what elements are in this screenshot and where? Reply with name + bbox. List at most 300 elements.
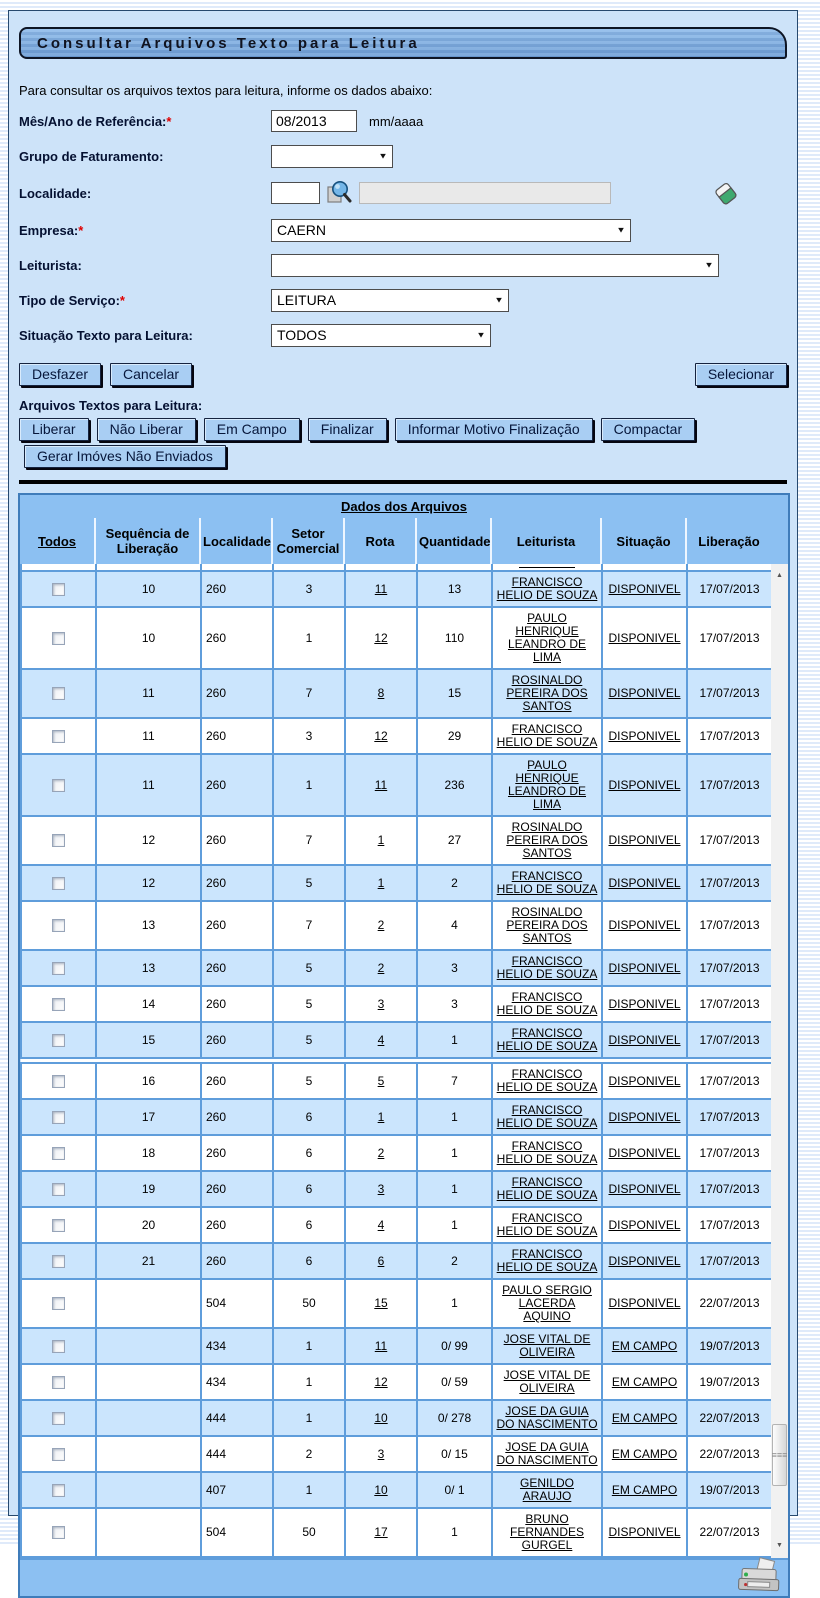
quantidade-cell: 2 (451, 875, 458, 890)
quantidade-cell: 0/ 59 (441, 1374, 468, 1389)
quantidade-cell: 27 (447, 833, 462, 847)
quantidade-cell: 0/ 15 (441, 1446, 468, 1461)
situacao-link[interactable]: DISPONIVEL (608, 1032, 681, 1047)
leiturista-link[interactable]: FRANCISCO HELIO DE SOUZA (496, 1211, 598, 1238)
setor-cell: 5 (305, 960, 313, 975)
situacao-link[interactable]: DISPONIVEL (608, 1217, 681, 1232)
setor-cell: 5 (305, 1032, 313, 1047)
row-checkbox[interactable] (52, 962, 65, 975)
sequencia-cell: 10 (141, 581, 156, 596)
header-situacao: Situação (601, 518, 686, 564)
sequencia-cell: 17 (141, 1109, 156, 1124)
situacao-link[interactable]: EM CAMPO (611, 1482, 678, 1497)
setor-cell: 6 (305, 1217, 313, 1232)
sequencia-cell: 11 (142, 686, 155, 700)
situacao-link[interactable]: EM CAMPO (611, 1338, 678, 1353)
setor-cell: 5 (305, 875, 313, 890)
row-checkbox[interactable] (52, 1255, 65, 1268)
rota-link[interactable]: 3 (377, 1181, 385, 1196)
mes-ano-format-hint: mm/aaaa (369, 113, 424, 129)
quantidade-cell: 1 (451, 1181, 458, 1196)
row-checkbox[interactable] (52, 1448, 65, 1461)
row-checkbox[interactable] (52, 1484, 65, 1497)
form-row-grupo (19, 144, 797, 168)
desfazer-button[interactable]: Desfazer (19, 363, 101, 386)
row-checkbox[interactable] (52, 1526, 65, 1539)
rota-link[interactable]: 17 (374, 1525, 388, 1539)
gerar-imoveis-button[interactable]: Gerar Imóves Não Enviados (24, 445, 226, 468)
quantidade-cell: 29 (447, 728, 462, 743)
rota-link[interactable]: 10 (374, 1482, 388, 1497)
leiturista-link[interactable]: FRANCISCO HELIO DE SOUZA (496, 1067, 598, 1094)
setor-cell: 1 (305, 1338, 313, 1353)
quantidade-cell: 1 (451, 1109, 458, 1124)
nao-liberar-button[interactable]: Não Liberar (97, 418, 196, 441)
liberacao-cell: 17/07/2013 (699, 581, 760, 596)
localidade-cell: 444 (206, 1446, 227, 1461)
table-row (21, 1022, 772, 1058)
quantidade-cell: 236 (444, 777, 465, 792)
table-row (21, 1508, 772, 1557)
table-row (21, 986, 772, 1022)
localidade-cell: 260 (206, 918, 227, 932)
table-row (21, 1243, 772, 1279)
liberacao-cell: 17/07/2013 (699, 918, 760, 932)
rota-link[interactable]: 12 (374, 1374, 388, 1389)
mes-ano-label: Mês/Ano de Referência:* (19, 113, 172, 129)
table-row (21, 816, 772, 865)
setor-cell: 7 (305, 918, 313, 932)
setor-cell: 1 (305, 1374, 313, 1389)
setor-cell: 1 (305, 1482, 313, 1497)
rota-link[interactable]: 2 (377, 1145, 385, 1160)
situacao-texto-select[interactable]: TODOS ▼ (271, 324, 491, 347)
dropdown-arrow-icon: ▼ (476, 330, 486, 340)
form-actions (19, 363, 787, 386)
dropdown-arrow-icon: ▼ (494, 295, 504, 305)
situacao-link[interactable]: DISPONIVEL (608, 996, 681, 1011)
leiturista-link[interactable]: FRANCISCO HELIO DE SOUZA (496, 1026, 598, 1053)
liberacao-cell: 22/07/2013 (699, 1410, 760, 1425)
row-checkbox[interactable] (52, 583, 65, 596)
setor-cell: 2 (305, 1446, 313, 1461)
liberacao-cell: 17/07/2013 (699, 1145, 760, 1160)
situacao-link[interactable]: DISPONIVEL (608, 686, 681, 700)
row-checkbox[interactable] (52, 877, 65, 890)
quantidade-cell: 2 (451, 1253, 458, 1268)
intro-text: Para consultar os arquivos textos para leitura, informe os dados abaixo: (19, 83, 433, 98)
page-title (19, 27, 787, 59)
setor-cell: 3 (305, 581, 313, 596)
situacao-link[interactable]: DISPONIVEL (608, 1181, 681, 1196)
compactar-button[interactable]: Compactar (601, 418, 695, 441)
table-footer (20, 1558, 788, 1596)
table-row (21, 865, 772, 901)
table-row (21, 1436, 772, 1472)
situacao-link[interactable]: DISPONIVEL (608, 630, 681, 645)
rota-link[interactable]: 15 (374, 1296, 388, 1310)
row-checkbox[interactable] (52, 1111, 65, 1124)
setor-cell: 1 (305, 777, 313, 792)
localidade-label: Localidade: (19, 185, 92, 201)
main-panel (8, 10, 798, 1552)
setor-cell: 6 (305, 1109, 313, 1124)
setor-cell: 5 (305, 1073, 313, 1088)
page-title-text: Consultar Arquivos Texto para Leitura (37, 34, 420, 52)
table-row (21, 1099, 772, 1135)
leiturista-link[interactable]: ROSINALDO PEREIRA DOS SANTOS (506, 820, 588, 860)
table-header (20, 518, 788, 564)
situacao-link[interactable]: DISPONIVEL (608, 960, 681, 975)
localidade-cell: 260 (206, 1032, 227, 1047)
leiturista-link[interactable]: FRANCISCO HELIO DE SOUZA (496, 990, 598, 1017)
localidade-cell: 260 (206, 630, 227, 645)
situacao-link[interactable]: DISPONIVEL (608, 728, 681, 743)
dropdown-arrow-icon: ▼ (616, 225, 626, 235)
localidade-cell: 407 (206, 1482, 227, 1497)
quantidade-cell: 0/ 278 (437, 1410, 472, 1425)
quantidade-cell: 1 (451, 1145, 458, 1160)
sequencia-cell: 18 (141, 1145, 156, 1160)
leiturista-link[interactable]: ROSINALDO PEREIRA DOS SANTOS (506, 673, 588, 713)
header-sequencia: Sequência de Liberação (95, 518, 200, 564)
leiturista-link[interactable]: JOSE DA GUIA DO NASCIMENTO (496, 1404, 598, 1431)
leiturista-link[interactable]: JOSE VITAL DE OLIVEIRA (503, 1368, 591, 1395)
quantidade-cell: 1 (451, 1217, 458, 1232)
row-checkbox[interactable] (52, 687, 65, 700)
table-row (21, 1279, 772, 1328)
setor-cell: 5 (305, 996, 313, 1011)
table-row (21, 901, 772, 950)
setor-cell: 6 (305, 1181, 313, 1196)
liberacao-cell: 17/07/2013 (699, 1109, 760, 1124)
row-checkbox[interactable] (52, 730, 65, 743)
rota-link[interactable]: 1 (377, 833, 385, 847)
situacao-link[interactable]: DISPONIVEL (608, 777, 681, 792)
setor-cell: 7 (305, 686, 313, 700)
row-checkbox[interactable] (52, 1183, 65, 1196)
quantidade-cell: 3 (451, 996, 458, 1011)
rota-link[interactable]: 2 (377, 918, 385, 932)
sequencia-cell: 20 (141, 1217, 156, 1232)
rota-link[interactable]: 12 (374, 630, 388, 645)
leiturista-link[interactable]: GENILDO ARAUJO (519, 1476, 574, 1503)
row-checkbox[interactable] (52, 1147, 65, 1160)
eraser-icon[interactable] (713, 179, 739, 207)
liberacao-cell: 22/07/2013 (699, 1525, 760, 1539)
liberacao-cell: 19/07/2013 (699, 1338, 760, 1353)
liberacao-cell: 17/07/2013 (699, 996, 760, 1011)
search-icon[interactable] (326, 179, 353, 207)
row-checkbox[interactable] (52, 1034, 65, 1047)
rota-link[interactable]: 5 (377, 1073, 385, 1088)
sequencia-cell: 21 (141, 1253, 156, 1268)
liberacao-cell: 17/07/2013 (699, 875, 760, 890)
file-actions-row-2 (19, 445, 797, 468)
quantidade-cell: 1 (451, 1525, 458, 1539)
rota-link[interactable]: 4 (377, 1217, 385, 1232)
leiturista-link[interactable]: PAULO HENRIQUE LEANDRO DE LIMA (507, 611, 587, 664)
liberar-button[interactable]: Liberar (19, 418, 89, 441)
leiturista-link[interactable]: ROSINALDO PEREIRA DOS SANTOS (506, 905, 588, 945)
grupo-label: Grupo de Faturamento: (19, 148, 164, 164)
localidade-code-input[interactable] (271, 182, 320, 204)
leiturista-link[interactable]: JOSE DA GUIA DO NASCIMENTO (496, 1440, 598, 1467)
localidade-name-field (359, 182, 611, 204)
localidade-cell: 260 (206, 581, 227, 596)
sequencia-cell: 13 (141, 918, 156, 932)
localidade-cell: 504 (206, 1525, 227, 1539)
quantidade-cell: 0/ 99 (441, 1338, 468, 1353)
localidade-cell: 260 (206, 996, 227, 1011)
leiturista-link[interactable]: FRANCISCO HELIO DE SOUZA (496, 1175, 598, 1202)
localidade-cell: 434 (206, 1374, 227, 1389)
select-all-link[interactable]: Todos (37, 533, 77, 549)
table-scrollbar[interactable] (771, 564, 788, 1558)
informar-motivo-button[interactable]: Informar Motivo Finalização (395, 418, 593, 441)
scroll-up-arrow-icon[interactable]: ▲ (776, 571, 783, 579)
situacao-link[interactable]: DISPONIVEL (608, 918, 681, 932)
leiturista-label: Leiturista: (19, 257, 82, 273)
table-row (21, 1063, 772, 1099)
sequencia-cell: 15 (141, 1032, 156, 1047)
quantidade-cell: 15 (447, 686, 462, 700)
liberacao-cell: 22/07/2013 (699, 1446, 760, 1461)
sequencia-cell: 12 (141, 833, 156, 847)
sequencia-cell: 11 (142, 777, 155, 792)
leiturista-link[interactable]: FRANCISCO HELIO DE SOUZA (496, 1103, 598, 1130)
liberacao-cell: 17/07/2013 (699, 686, 760, 700)
setor-cell: 6 (305, 1145, 313, 1160)
liberacao-cell: 17/07/2013 (699, 1217, 760, 1232)
required-marker: * (166, 113, 172, 129)
situacao-link[interactable]: EM CAMPO (611, 1446, 678, 1461)
leiturista-link[interactable]: PAULO HENRIQUE LEANDRO DE LIMA (507, 758, 587, 811)
sequencia-cell: 10 (141, 630, 156, 645)
leiturista-link[interactable]: BRUNO FERNANDES GURGEL (509, 1512, 584, 1552)
required-marker: * (119, 292, 125, 308)
rota-link[interactable]: 10 (374, 1410, 388, 1425)
dropdown-arrow-icon: ▼ (378, 151, 388, 161)
rota-link[interactable]: 3 (377, 996, 385, 1011)
localidade-cell: 260 (206, 686, 227, 700)
liberacao-cell: 17/07/2013 (699, 777, 760, 792)
situacao-link[interactable]: DISPONIVEL (608, 833, 681, 847)
row-checkbox[interactable] (52, 1376, 65, 1389)
form-row-leiturista (19, 253, 797, 277)
setor-cell: 50 (302, 1296, 316, 1310)
situacao-link[interactable]: EM CAMPO (611, 1410, 678, 1425)
dropdown-arrow-icon: ▼ (704, 260, 714, 270)
leiturista-link[interactable]: FRANCISCO HELIO DE SOUZA (496, 1247, 598, 1274)
setor-cell: 50 (302, 1525, 316, 1539)
sequencia-cell: 14 (141, 996, 156, 1011)
rota-link[interactable]: 3 (377, 1446, 385, 1461)
header-quantidade: Quantidade (416, 518, 491, 564)
table-row (21, 571, 772, 607)
table-row (21, 1135, 772, 1171)
situacao-texto-label: Situação Texto para Leitura: (19, 327, 193, 343)
dados-arquivos-table (18, 493, 790, 1598)
setor-cell: 3 (305, 728, 313, 743)
required-marker: * (78, 222, 84, 238)
table-row (21, 1328, 772, 1364)
table-scroll-area (20, 564, 788, 1558)
form-row-tipo-servico (19, 288, 797, 312)
finalizar-button[interactable]: Finalizar (308, 418, 387, 441)
situacao-link[interactable]: DISPONIVEL (608, 1109, 681, 1124)
localidade-cell: 260 (206, 777, 227, 792)
liberacao-cell: 17/07/2013 (699, 1253, 760, 1268)
leiturista-link[interactable]: FRANCISCO HELIO DE SOUZA (496, 869, 598, 896)
empresa-select[interactable]: CAERN ▼ (271, 219, 631, 242)
rota-link[interactable]: 12 (374, 728, 388, 743)
rota-link[interactable]: 1 (377, 875, 385, 890)
setor-cell: 7 (305, 833, 313, 847)
cutoff-underline-fragment (519, 567, 575, 568)
leiturista-link[interactable]: FRANCISCO HELIO DE SOUZA (496, 1139, 598, 1166)
header-liberacao: Liberação (686, 518, 771, 564)
liberacao-cell: 19/07/2013 (699, 1374, 760, 1389)
leiturista-link[interactable]: PAULO SERGIO LACERDA AQUINO (502, 1283, 592, 1323)
quantidade-cell: 1 (451, 1296, 458, 1310)
rota-link[interactable]: 4 (377, 1032, 385, 1047)
localidade-cell: 260 (206, 1073, 227, 1088)
localidade-cell: 260 (206, 1109, 227, 1124)
table-row (21, 950, 772, 986)
form-row-mes-ano (19, 109, 797, 133)
leiturista-link[interactable]: FRANCISCO HELIO DE SOUZA (496, 575, 598, 602)
liberacao-cell: 22/07/2013 (699, 1296, 760, 1310)
row-checkbox[interactable] (52, 1297, 65, 1310)
situacao-link[interactable]: DISPONIVEL (608, 1073, 681, 1088)
tipo-servico-select[interactable]: LEITURA ▼ (271, 289, 509, 312)
localidade-cell: 260 (206, 1181, 227, 1196)
row-checkbox[interactable] (52, 632, 65, 645)
quantidade-cell: 0/ 1 (444, 1482, 465, 1497)
cancelar-button[interactable]: Cancelar (110, 363, 192, 386)
liberacao-cell: 17/07/2013 (699, 1181, 760, 1196)
liberacao-cell: 17/07/2013 (699, 728, 760, 743)
form-row-empresa (19, 218, 797, 242)
setor-cell: 1 (305, 630, 313, 645)
table-row (21, 1472, 772, 1508)
table-title: Dados dos Arquivos (20, 495, 788, 518)
quantidade-cell: 110 (444, 630, 465, 645)
table-row (21, 1171, 772, 1207)
tipo-servico-label: Tipo de Serviço:* (19, 292, 125, 308)
localidade-cell: 444 (206, 1410, 227, 1425)
form-row-situacao-texto (19, 323, 797, 347)
localidade-cell: 260 (206, 1217, 227, 1232)
rota-link[interactable]: 11 (374, 581, 388, 596)
sequencia-cell: 12 (141, 875, 156, 890)
setor-cell: 1 (305, 1410, 313, 1425)
em-campo-button[interactable]: Em Campo (204, 418, 300, 441)
quantidade-cell: 3 (451, 960, 458, 975)
liberacao-cell: 17/07/2013 (699, 960, 760, 975)
row-checkbox[interactable] (52, 834, 65, 847)
sequencia-cell: 19 (141, 1181, 156, 1196)
leiturista-link[interactable]: FRANCISCO HELIO DE SOUZA (496, 722, 598, 749)
rota-link[interactable]: 11 (374, 1338, 388, 1353)
quantidade-cell: 13 (447, 581, 462, 596)
rota-link[interactable]: 6 (377, 1253, 385, 1268)
table-row (21, 669, 772, 718)
divider-rule (19, 480, 787, 484)
row-checkbox[interactable] (52, 1340, 65, 1353)
selecionar-button[interactable]: Selecionar (695, 363, 787, 386)
row-checkbox[interactable] (52, 1075, 65, 1088)
quantidade-cell: 7 (451, 1073, 458, 1088)
quantidade-cell: 4 (451, 918, 458, 932)
leiturista-select[interactable] (271, 254, 719, 277)
file-actions-row-1 (19, 418, 797, 441)
row-checkbox[interactable] (52, 919, 65, 932)
grupo-select[interactable] (271, 145, 393, 168)
rota-link[interactable]: 8 (377, 686, 385, 700)
row-checkbox[interactable] (52, 1412, 65, 1425)
scroll-down-arrow-icon[interactable]: ▼ (776, 1541, 783, 1549)
situacao-link[interactable]: DISPONIVEL (608, 1145, 681, 1160)
situacao-link[interactable]: DISPONIVEL (608, 1253, 681, 1268)
header-setor: Setor Comercial (272, 518, 344, 564)
header-rota: Rota (344, 518, 416, 564)
setor-cell: 6 (305, 1253, 313, 1268)
rota-link[interactable]: 11 (374, 777, 388, 792)
row-checkbox[interactable] (52, 998, 65, 1011)
localidade-cell: 260 (206, 875, 227, 890)
situacao-link[interactable]: DISPONIVEL (608, 581, 681, 596)
sequencia-cell: 13 (141, 960, 156, 975)
partial-row-artifact (21, 564, 772, 571)
localidade-cell: 504 (206, 1296, 227, 1310)
mes-ano-input[interactable] (271, 110, 357, 132)
scrollbar-thumb[interactable]: ≡≡≡ (772, 1424, 787, 1486)
liberacao-cell: 19/07/2013 (699, 1482, 760, 1497)
localidade-cell: 260 (206, 1253, 227, 1268)
situacao-link[interactable]: DISPONIVEL (608, 1296, 681, 1310)
situacao-link[interactable]: DISPONIVEL (608, 875, 681, 890)
localidade-cell: 434 (206, 1338, 227, 1353)
leiturista-link[interactable]: FRANCISCO HELIO DE SOUZA (496, 954, 598, 981)
table-row (21, 1400, 772, 1436)
quantidade-cell: 1 (451, 1032, 458, 1047)
row-checkbox[interactable] (52, 779, 65, 792)
table-row (21, 1207, 772, 1243)
liberacao-cell: 17/07/2013 (699, 833, 760, 847)
liberacao-cell: 17/07/2013 (699, 630, 760, 645)
form-row-localidade (19, 179, 797, 207)
sequencia-cell: 11 (142, 728, 155, 743)
table-row (21, 718, 772, 754)
liberacao-cell: 17/07/2013 (699, 1073, 760, 1088)
localidade-cell: 260 (206, 960, 227, 975)
localidade-cell: 260 (206, 728, 227, 743)
situacao-link[interactable]: EM CAMPO (611, 1374, 678, 1389)
empresa-label: Empresa:* (19, 222, 84, 238)
localidade-cell: 260 (206, 1145, 227, 1160)
liberacao-cell: 17/07/2013 (699, 1032, 760, 1047)
rota-link[interactable]: 2 (377, 960, 385, 975)
row-checkbox[interactable] (52, 1219, 65, 1232)
leiturista-link[interactable]: JOSE VITAL DE OLIVEIRA (503, 1332, 591, 1359)
rota-link[interactable]: 1 (377, 1109, 385, 1124)
printer-icon[interactable] (735, 1556, 783, 1596)
arquivos-section-label: Arquivos Textos para Leitura: (19, 398, 203, 413)
table-row (21, 607, 772, 669)
situacao-link[interactable]: DISPONIVEL (608, 1525, 681, 1539)
